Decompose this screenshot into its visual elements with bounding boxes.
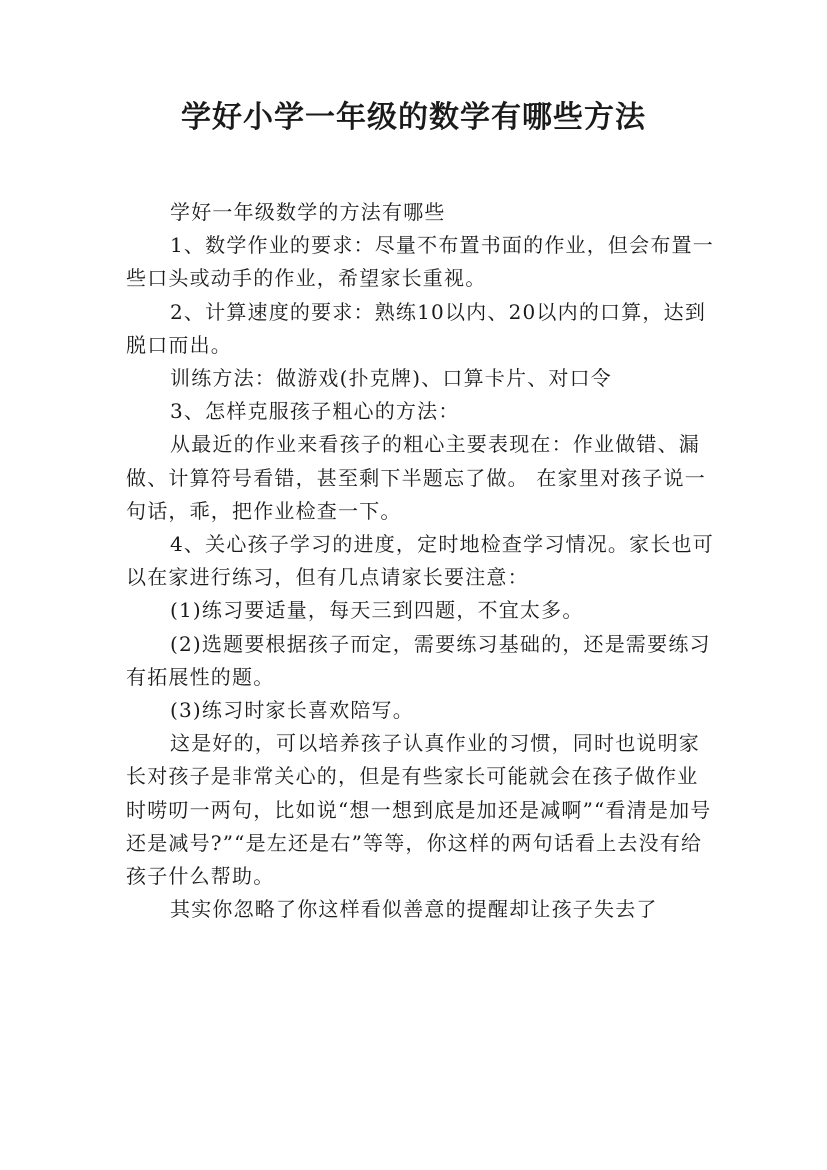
paragraph-1: 学好一年级数学的方法有哪些 [170, 200, 446, 224]
paragraph-8: (1)练习要适量，每天三到四题，不宜太多。 [170, 598, 584, 623]
document-body [126, 196, 716, 926]
document-title: 学好小学一年级的数学有哪些方法 [181, 100, 646, 135]
paragraph-5: 3、怎样克服孩子粗心的方法： [170, 399, 460, 424]
paragraph-12: 其实你忽略了你这样看似善意的提醒却让孩子失去了 [170, 897, 658, 922]
paragraph-10: (3)练习时家长喜欢陪写。 [170, 698, 414, 723]
paragraph-7: 4、关心孩子学习的进度，定时地检查学习情况。家长也可以在家进行练习，但有几点请家长要注意： [126, 532, 714, 590]
paragraph-4: 训练方法：做游戏(扑克牌)、口算卡片、对口令 [170, 366, 613, 391]
paragraph-9: (2)选题要根据孩子而定，需要练习基础的，还是需要练习有拓展性的题。 [126, 631, 711, 689]
paragraph-6: 从最近的作业来看孩子的粗心主要表现在：作业做错、漏做、计算符号看错，甚至剩下半题忘了做。 在家里对孩子说一句话，乖，把作业检查一下。 [126, 432, 706, 523]
paragraph-2: 1、数学作业的要求：尽量不布置书面的作业，但会布置一些口头或动手的作业，希望家长重视。 [126, 233, 714, 291]
paragraph-11: 这是好的，可以培养孩子认真作业的习惯，同时也说明家长对孩子是非常关心的，但是有些家长可能就会在孩子做作业时唠叨一两句，比如说“想一想到底是加还是减啊”“看清是加号还是减号?”“是左还是右”等等，你这样的两句话看上去没有给孩子什么帮助。 [126, 731, 712, 889]
paragraph-3: 2、计算速度的要求：熟练10以内、20以内的口算，达到脱口而出。 [126, 299, 707, 357]
